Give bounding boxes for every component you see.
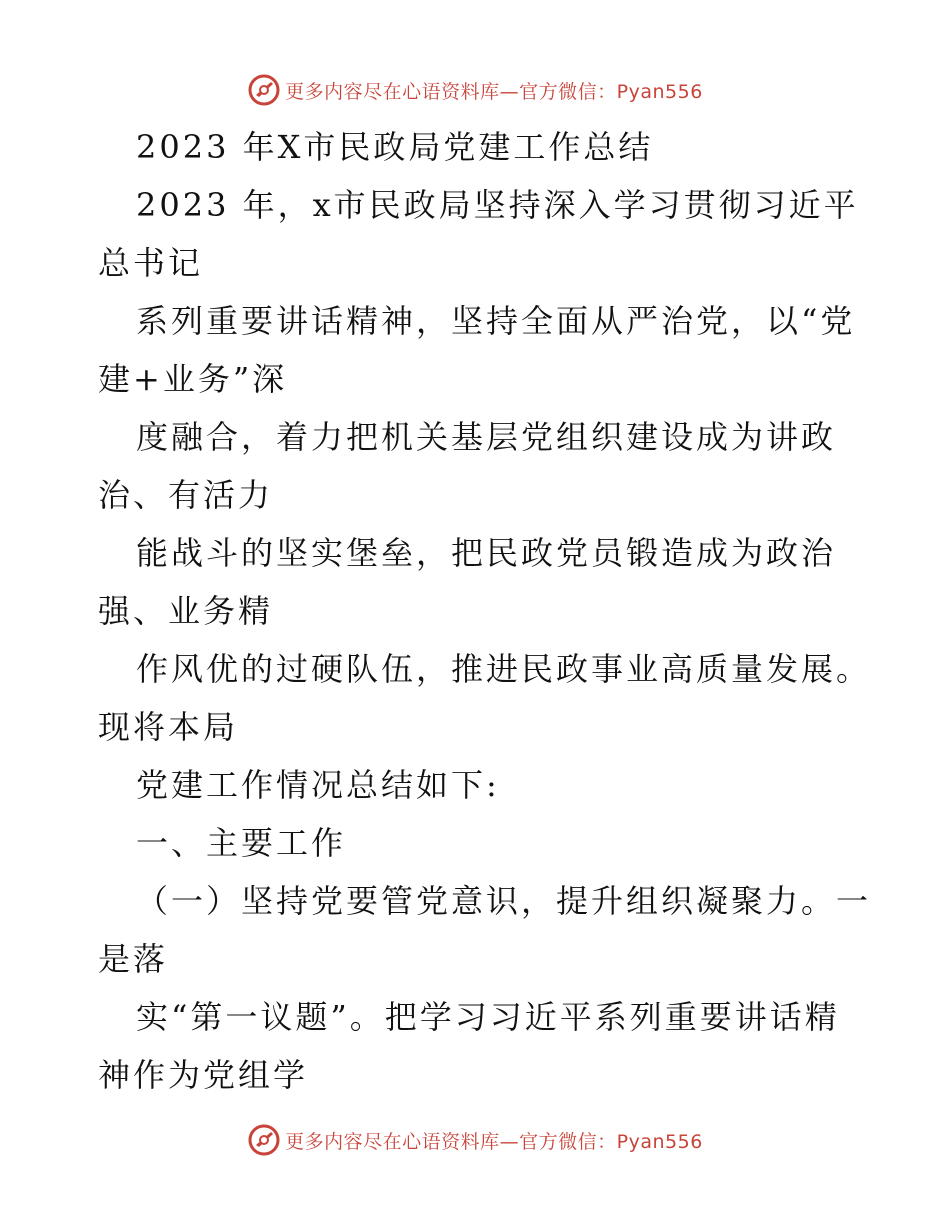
doc-title: 2023 年X市民政局党建工作总结 [136,128,654,166]
header-banner [0,70,950,110]
doc-line: 2023 年，x市民政局坚持深入学习贯彻习近平 [136,186,859,224]
footer-banner [0,1120,950,1160]
doc-line: 实“第一议题”。把学习习近平系列重要讲话精 [136,998,840,1036]
seal-logo-icon [247,73,281,107]
doc-line: 现将本局 [98,708,239,746]
doc-line: 党建工作情况总结如下: [136,766,500,804]
section-heading: 一、主要工作 [136,824,347,862]
seal-logo-icon [247,1123,281,1157]
banner-text [285,1127,703,1154]
doc-line: 神作为党组学 [98,1056,309,1094]
doc-line: 是落 [98,940,169,978]
banner-contact: 官方微信：Pyan556 [519,1130,703,1153]
doc-line: 度融合，着力把机关基层党组织建设成为讲政 [136,418,837,456]
banner-contact: 官方微信：Pyan556 [519,80,703,103]
doc-line: 治、有活力 [98,476,274,514]
banner-main-text: 更多内容尽在心语资料库 [285,1130,500,1153]
doc-line: 作风优的过硬队伍，推进民政事业高质量发展。 [136,650,872,688]
banner-text [285,77,703,104]
doc-line: （一）坚持党要管党意识，提升组织凝聚力。一 [136,882,872,920]
doc-line: 能战斗的坚实堡垒，把民政党员锻造成为政治 [136,534,837,572]
doc-line: 总书记 [98,244,204,282]
doc-line: 系列重要讲话精神，坚持全面从严治党，以“党 [136,302,856,340]
doc-line: 强、业务精 [98,592,274,630]
banner-main-text: 更多内容尽在心语资料库 [285,80,500,103]
document-body [98,118,872,1104]
banner-dash: — [499,80,520,103]
banner-dash: — [499,1130,520,1153]
doc-line: 建+业务”深 [98,360,288,398]
